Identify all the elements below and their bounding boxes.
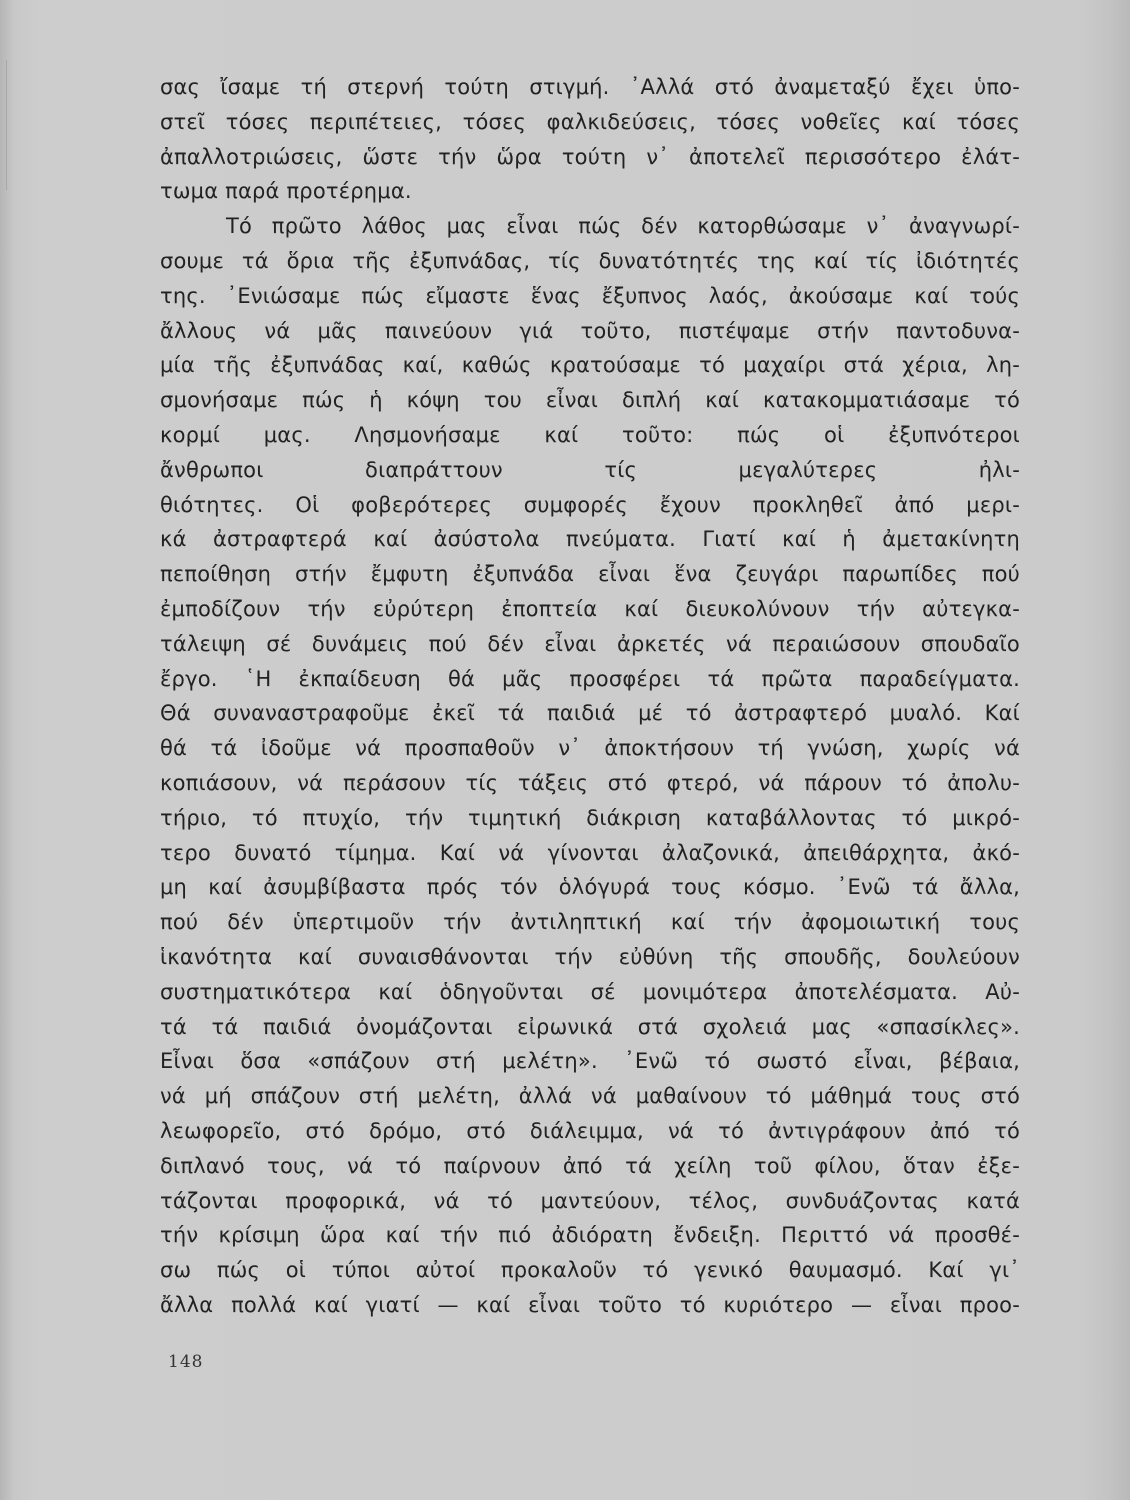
text-line: τάζονται προφορικά, νά τό μαντεύουν, τέλος, συνδυάζοντας κατά xyxy=(160,1188,1020,1213)
text-line: σας ἴσαμε τή στερνή τούτη στιγμή. ᾿Αλλά στό ἀναμεταξύ ἔχει ὑπο- xyxy=(160,75,1020,99)
text-line: σμονήσαμε πώς ἡ κόψη του εἶναι διπλή καί κατακομματιάσαμε τό xyxy=(160,388,1020,413)
text-line: Θά συναναστραφοῦμε ἐκεῖ τά παιδιά μέ τό ἀστραφτερό μυαλό. Καί xyxy=(160,701,1020,726)
text-line: ἀπαλλοτριώσεις, ὥστε τήν ὥρα τούτη ν᾿ ἀποτελεῖ περισσότερο ἐλάτ- xyxy=(160,144,1020,169)
page-number: 148 xyxy=(168,1352,204,1372)
body-text xyxy=(160,70,1020,1323)
text-line: διπλανό τους, νά τό παίρνουν ἀπό τά χείλη τοῦ φίλου, ὅταν ἐξε- xyxy=(160,1153,1020,1178)
text-line: μία τῆς ἐξυπνάδας καί, καθώς κρατούσαμε τό μαχαίρι στά χέρια, λη- xyxy=(160,353,1020,378)
text-line: ἄλλα πολλά καί γιατί — καί εἶναι τοῦτο τό κυριότερο — εἶναι προο- xyxy=(160,1292,1020,1317)
text-line: μη καί ἀσυμβίβαστα πρός τόν ὁλόγυρά τους κόσμο. ᾿Ενῶ τά ἄλλα, xyxy=(160,875,1020,900)
text-line: ἱκανότητα καί συναισθάνονται τήν εὐθύνη τῆς σπουδῆς, δουλεύουν xyxy=(160,944,1020,969)
text-line: τά τά παιδιά ὀνομάζονται εἰρωνικά στά σχολειά μας «σπασίκλες». xyxy=(160,1014,1020,1039)
text-line: θιότητες. Οἱ φοβερότερες συμφορές ἔχουν προκληθεῖ ἀπό μερι- xyxy=(160,492,1020,517)
text-line: ἄνθρωποι διαπράττουν τίς μεγαλύτερες ἠλι- xyxy=(160,457,1020,482)
text-line: τήριο, τό πτυχίο, τήν τιμητική διάκριση καταβάλλοντας τό μικρό- xyxy=(160,805,1020,830)
text-line: Εἶναι ὅσα «σπάζουν στή μελέτη». ᾿Ενῶ τό σωστό εἶναι, βέβαια, xyxy=(160,1049,1020,1074)
text-line: στεῖ τόσες περιπέτειες, τόσες φαλκιδεύσεις, τόσες νοθεῖες καί τόσες xyxy=(160,109,1020,134)
text-line: ἔργο. ῾Η ἐκπαίδευση θά μᾶς προσφέρει τά πρῶτα παραδείγματα. xyxy=(160,666,1020,691)
text-line: συστηματικότερα καί ὁδηγοῦνται σέ μονιμότερα ἀποτελέσματα. Αὐ- xyxy=(160,979,1020,1004)
text-line: κά ἀστραφτερά καί ἀσύστολα πνεύματα. Γιατί καί ἡ ἀμετακίνητη xyxy=(160,527,1020,552)
text-line: τερο δυνατό τίμημα. Καί νά γίνονται ἀλαζονικά, ἀπειθάρχητα, ἀκό- xyxy=(160,840,1020,865)
text-line: νά μή σπάζουν στή μελέτη, ἀλλά νά μαθαίνουν τό μάθημά τους στό xyxy=(160,1084,1020,1109)
text-line: κοπιάσουν, νά περάσουν τίς τάξεις στό φτερό, νά πάρουν τό ἀπολυ- xyxy=(160,770,1020,795)
text-line: Τό πρῶτο λάθος μας εἶναι πώς δέν κατορθώσαμε ν᾿ ἀναγνωρί- xyxy=(226,214,1020,239)
text-line: πεποίθηση στήν ἔμφυτη ἐξυπνάδα εἶναι ἕνα ζευγάρι παρωπίδες πού xyxy=(160,562,1020,587)
text-line: τήν κρίσιμη ὥρα καί τήν πιό ἀδιόρατη ἔνδειξη. Περιττό νά προσθέ- xyxy=(160,1223,1020,1248)
text-line: πού δέν ὑπερτιμοῦν τήν ἀντιληπτική καί τήν ἀφομοιωτική τους xyxy=(160,910,1020,935)
text-line: κορμί μας. Λησμονήσαμε καί τοῦτο: πώς οἱ ἐξυπνότεροι xyxy=(160,422,1020,447)
text-line: της. ᾿Ενιώσαμε πώς εἴμαστε ἕνας ἔξυπνος λαός, ἀκούσαμε καί τούς xyxy=(160,283,1020,308)
text-line: τωμα παρά προτέρημα. xyxy=(160,179,412,204)
text-line: ἐμποδίζουν τήν εὐρύτερη ἐποπτεία καί διευκολύνουν τήν αὐτεγκα- xyxy=(160,596,1020,621)
text-line: ἄλλους νά μᾶς παινεύουν γιά τοῦτο, πιστέψαμε στήν παντοδυνα- xyxy=(160,318,1020,343)
text-line: σουμε τά ὅρια τῆς ἐξυπνάδας, τίς δυνατότητές της καί τίς ἰδιότητές xyxy=(160,248,1020,273)
text-line: σω πώς οἱ τύποι αὐτοί προκαλοῦν τό γενικό θαυμασμό. Καί γι᾿ xyxy=(160,1258,1020,1283)
page-edge-shadow xyxy=(0,60,7,190)
text-line: θά τά ἰδοῦμε νά προσπαθοῦν ν᾿ ἀποκτήσουν τή γνώση, χωρίς νά xyxy=(160,736,1020,761)
text-line: τάλειψη σέ δυνάμεις πού δέν εἶναι ἀρκετές νά περαιώσουν σπουδαῖο xyxy=(160,631,1020,656)
text-line: λεωφορεῖο, στό δρόμο, στό διάλειμμα, νά τό ἀντιγράφουν ἀπό τό xyxy=(160,1118,1020,1143)
